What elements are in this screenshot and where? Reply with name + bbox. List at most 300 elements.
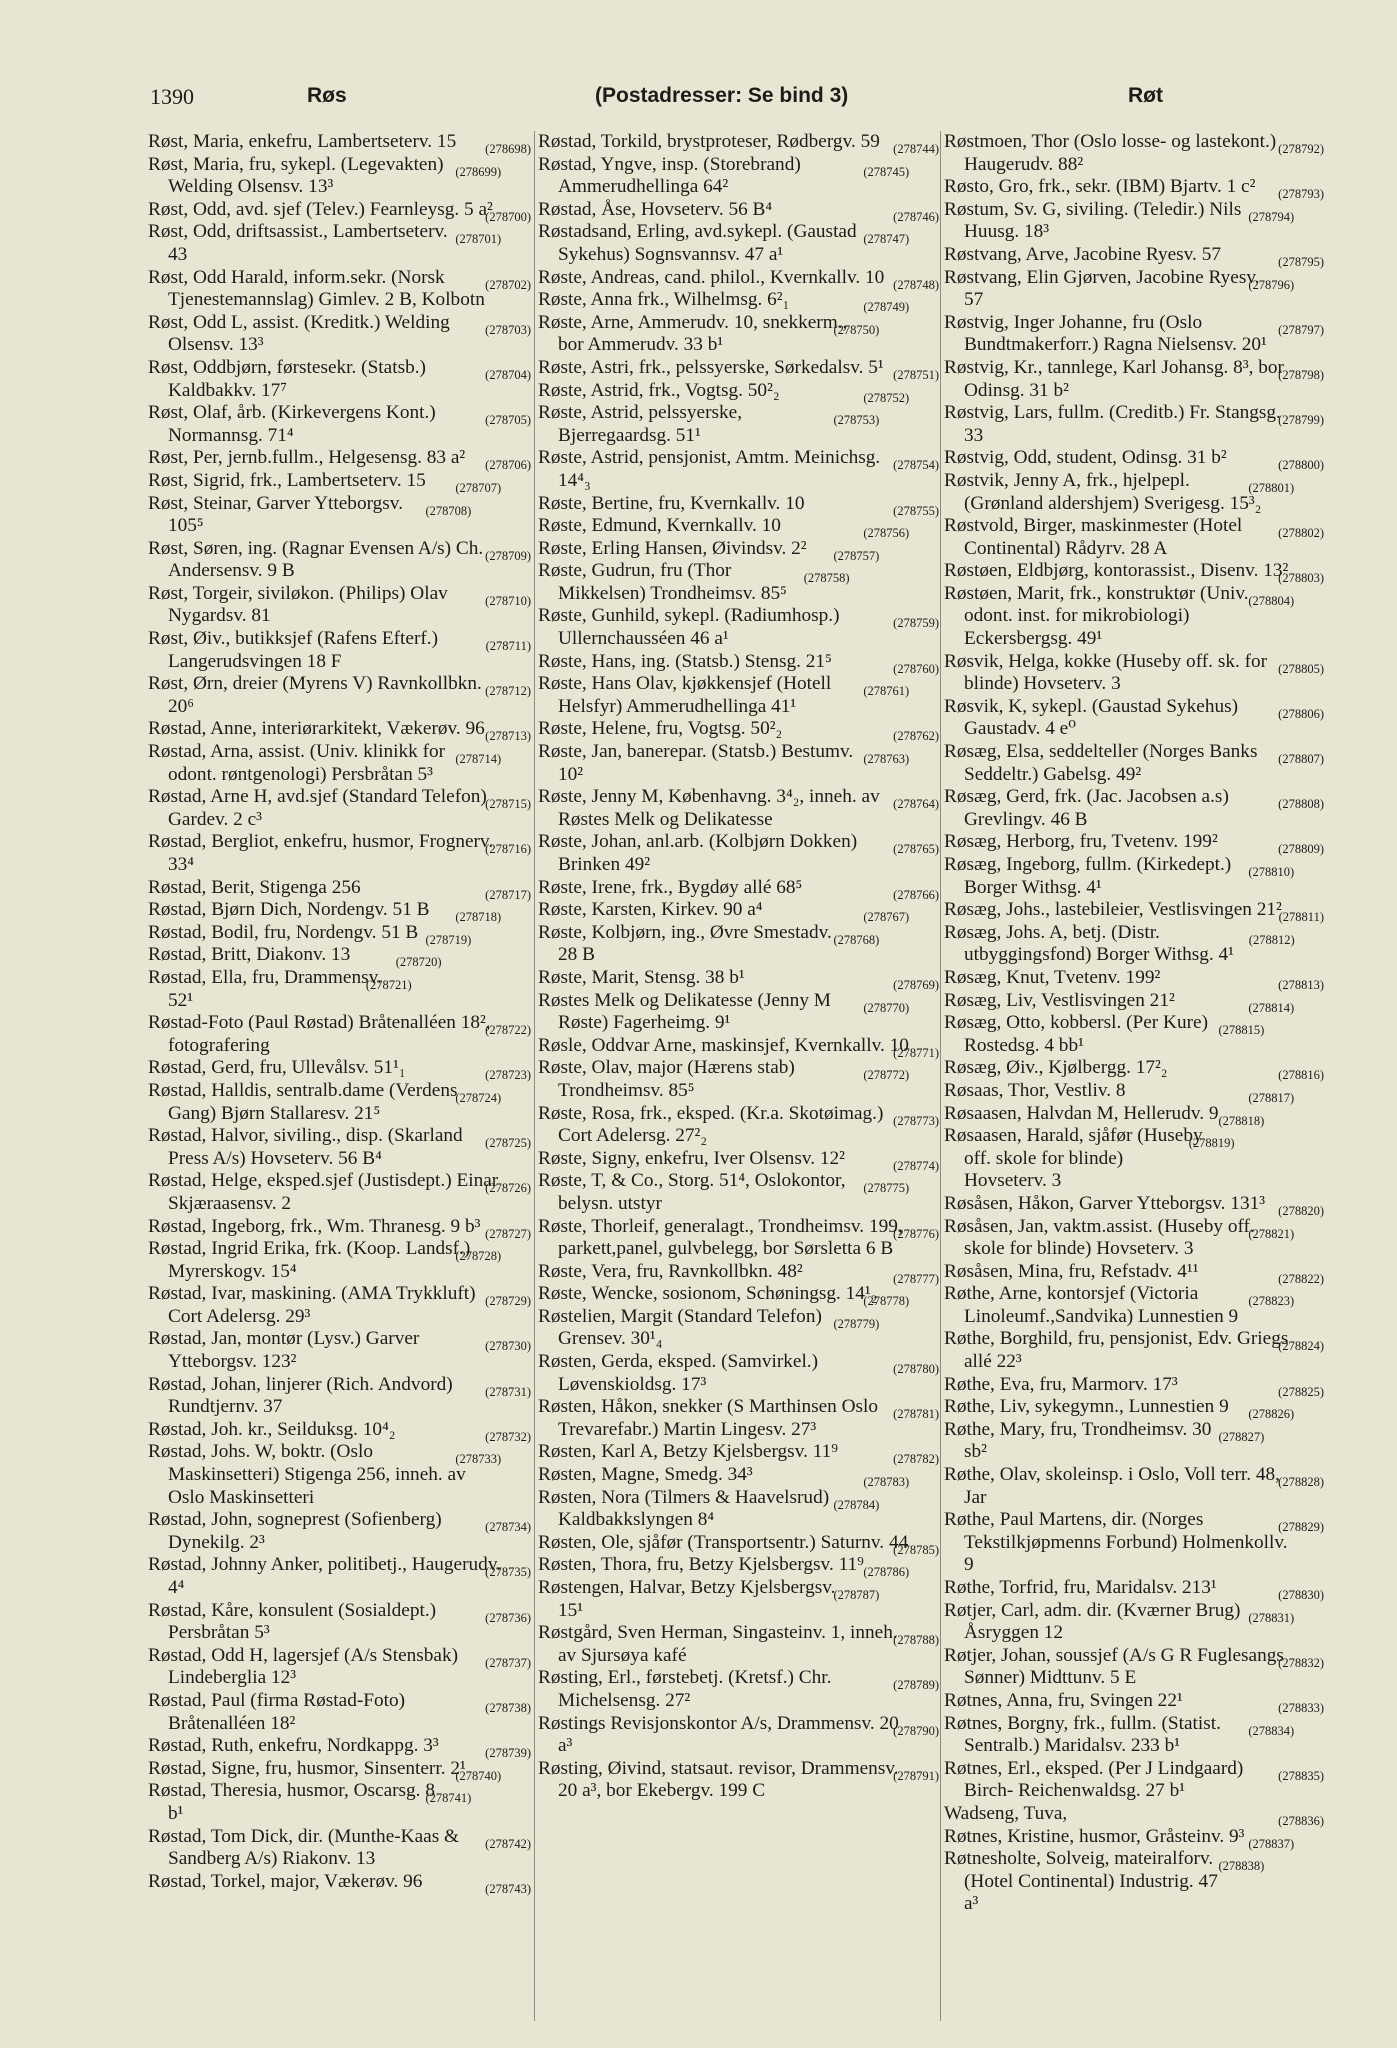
directory-entry bbox=[944, 651, 1324, 696]
entry-text: (278793) Røsto, Gro, frk., sekr. (IBM) Bjartv. 1 c² bbox=[944, 176, 1324, 199]
entry-text: (278743) Røstad, Torkel, major, Vækerøv. 96 bbox=[148, 1871, 531, 1894]
directory-entry bbox=[148, 944, 531, 970]
directory-entry bbox=[538, 1306, 939, 1351]
entry-text: (278737) Røstad, Odd H, lagersjef (A/s Stensbak) Lindeberglia 12³ bbox=[148, 1644, 531, 1689]
phone-number: (278819) bbox=[1188, 1136, 1235, 1151]
phone-number: (278797) bbox=[1278, 322, 1324, 337]
entry-text: (278828) Røthe, Olav, skoleinsp. i Oslo, Voll terr. 48, Jar bbox=[944, 1464, 1324, 1508]
phone-number: (278711) bbox=[485, 639, 531, 654]
phone-number: (278752) bbox=[863, 390, 910, 405]
entry-text: (278701) Røst, Odd, driftsassist., Lambertseterv. 43 bbox=[148, 221, 502, 265]
entry-text: (278732) Røstad, Joh. kr., Seilduksg. 10⁴₂ bbox=[148, 1419, 531, 1442]
phone-number: (278764) bbox=[893, 797, 939, 812]
entry-text: (278750) Røste, Arne, Ammerudv. 10, snekkerm., bor Ammerudv. 33 b¹ bbox=[538, 311, 880, 356]
phone-number: (278714) bbox=[455, 752, 502, 767]
phone-number: (278718) bbox=[455, 910, 502, 925]
directory-entry bbox=[944, 1509, 1324, 1577]
entry-text: (278714) Røstad, Arna, assist. (Univ. klinikk for odont. røntgenologi) Persbråtan 5³ bbox=[148, 741, 502, 785]
phone-number: (278741) bbox=[425, 1791, 472, 1806]
phone-number: (278770) bbox=[863, 1000, 910, 1015]
phone-number: (278836) bbox=[1278, 1813, 1324, 1828]
entry-text: (278804) Røstøen, Marit, frk., konstruktør (Univ. odont. inst. for mikrobiologi) Eckersbergsg. 49¹ bbox=[944, 582, 1295, 650]
entry-text: (278813) Røsæg, Knut, Tvetenv. 199² bbox=[944, 967, 1324, 990]
directory-entry bbox=[944, 1803, 1324, 1826]
directory-entry bbox=[148, 267, 531, 312]
phone-number: (278744) bbox=[893, 142, 939, 156]
directory-entry bbox=[538, 380, 939, 403]
directory-entry bbox=[538, 1261, 939, 1284]
directory-entry bbox=[538, 1532, 939, 1555]
phone-number: (278820) bbox=[1278, 1203, 1324, 1218]
phone-number: (278719) bbox=[425, 932, 472, 947]
entry-text: (278835) Røtnes, Erl., eksped. (Per J Lindgaard) Birch- Reichenwaldsg. 27 b¹ bbox=[944, 1757, 1324, 1802]
entry-text: (278807) Røsæg, Elsa, seddelteller (Norges Banks Seddeltr.) Gabelsg. 49² bbox=[944, 741, 1324, 785]
directory-entry bbox=[944, 854, 1324, 899]
phone-number: (278743) bbox=[485, 1881, 531, 1896]
phone-number: (278832) bbox=[1278, 1655, 1324, 1670]
directory-entry bbox=[148, 1645, 531, 1690]
entry-text: (278749) Røste, Anna frk., Wilhelmsg. 6²₁ bbox=[538, 289, 939, 312]
directory-entry bbox=[944, 1826, 1324, 1849]
entry-text: (278738) Røstad, Paul (firma Røstad-Foto) Bråtenalléen 18² bbox=[148, 1689, 531, 1734]
directory-entry bbox=[148, 1780, 531, 1825]
phone-number: (278758) bbox=[803, 571, 850, 586]
phone-number: (278733) bbox=[455, 1452, 502, 1467]
directory-entry bbox=[148, 199, 531, 222]
entry-text: (278727) Røstad, Ingeborg, frk., Wm. Thranesg. 9 b³ bbox=[148, 1216, 531, 1239]
entry-text: (278806) Røsvik, K, sykepl. (Gaustad Sykehus) Gaustadv. 4 e⁰ bbox=[944, 695, 1324, 740]
entry-text: (278736) Røstad, Kåre, konsulent (Sosialdept.) Persbråtan 5³ bbox=[148, 1599, 531, 1644]
entry-text: (278795) Røstvang, Arve, Jacobine Ryesv. 57 bbox=[944, 244, 1324, 267]
entry-text: (278744) Røstad, Torkild, brystproteser, Rødbergv. 59 bbox=[538, 131, 939, 154]
entry-text: (278708) Røst, Steinar, Garver Ytteborgsv. 105⁵ bbox=[148, 492, 472, 537]
directory-entry bbox=[944, 583, 1324, 651]
entry-text: (278751) Røste, Astri, frk., pelssyerske, Sørkedalsv. 5¹ bbox=[538, 357, 939, 380]
entry-text: (278829) Røthe, Paul Martens, dir. (Norges Tekstilkjøpmenns Forbund) Holmenkollv. 9 bbox=[944, 1509, 1324, 1576]
phone-number: (278759) bbox=[893, 616, 939, 631]
directory-entry bbox=[538, 312, 939, 357]
directory-entry bbox=[148, 1057, 531, 1083]
phone-number: (278838) bbox=[1218, 1859, 1265, 1874]
phone-number: (278724) bbox=[455, 1090, 502, 1105]
entry-text: (278838) Røtnesholte, Solveig, mateiralforv. (Hotel Continental) Industrig. 47 a³ bbox=[944, 1848, 1265, 1915]
phone-number: (278701) bbox=[455, 232, 502, 247]
phone-number: (278732) bbox=[485, 1429, 531, 1444]
phone-number: (278811) bbox=[1278, 910, 1324, 925]
phone-number: (278750) bbox=[833, 322, 880, 337]
page-number: 1390 bbox=[150, 84, 194, 109]
entry-text: (278702) Røst, Odd Harald, inform.sekr. (Norsk Tjenestemannslag) Gimlev. 2 B, Kolbotn bbox=[148, 266, 531, 311]
directory-entry bbox=[944, 1645, 1324, 1690]
directory-entry bbox=[538, 1667, 939, 1712]
entry-text: (278707) Røst, Sigrid, frk., Lambertseterv. 15 bbox=[148, 470, 531, 493]
entry-text: (278805) Røsvik, Helga, kokke (Huseby off. sk. for blinde) Hovseterv. 3 bbox=[944, 650, 1324, 695]
entry-text: (278760) Røste, Hans, ing. (Statsb.) Stensg. 21⁵ bbox=[538, 651, 939, 674]
directory-entry bbox=[538, 1103, 939, 1148]
phone-number: (278734) bbox=[485, 1520, 531, 1535]
entry-text: (278831) Røtjer, Carl, adm. dir. (Kværner Brug) Åsryggen 12 bbox=[944, 1599, 1295, 1644]
phone-number: (278762) bbox=[893, 729, 939, 744]
entry-text: (278740) Røstad, Signe, fru, husmor, Sinsenterr. 2¹ bbox=[148, 1758, 531, 1781]
entry-text: (278704) Røst, Oddbjørn, førstesekr. (Statsb.) Kaldbakkv. 17⁷ bbox=[148, 356, 531, 401]
entry-text: (278762) Røste, Helene, fru, Vogtsg. 50²₂ bbox=[538, 718, 939, 741]
entry-text: (278771) Røsle, Oddvar Arne, maskinsjef, Kvernkallv. 10 bbox=[538, 1035, 939, 1058]
directory-entry bbox=[148, 221, 531, 266]
directory-entry bbox=[538, 154, 939, 199]
directory-entry bbox=[538, 1758, 939, 1803]
entry-text: (278757) Røste, Erling Hansen, Øivindsv. 2² bbox=[538, 538, 939, 561]
phone-number: (278754) bbox=[893, 458, 939, 473]
directory-entry bbox=[944, 1080, 1324, 1103]
directory-entry bbox=[148, 312, 531, 357]
directory-entry bbox=[944, 1193, 1324, 1216]
directory-entry bbox=[538, 1216, 939, 1261]
entry-text: (278801) Røstvik, Jenny A, frk., hjelpepl. (Grønland aldershjem) Sverigesg. 15³₂ bbox=[944, 469, 1295, 514]
entry-text: (278756) Røste, Edmund, Kvernkallv. 10 bbox=[538, 515, 939, 538]
header-center-note: (Postadresser: Se bind 3) bbox=[595, 84, 849, 107]
directory-entry bbox=[148, 1419, 531, 1442]
entry-text: (278816) Røsæg, Øiv., Kjølbergg. 17²₂ bbox=[944, 1057, 1324, 1080]
entry-text: (278789) Røsting, Erl., førstebetj. (Kretsf.) Chr. Michelsensg. 27² bbox=[538, 1667, 939, 1711]
directory-entry bbox=[944, 696, 1324, 741]
entry-text: (278745) Røstad, Yngve, insp. (Storebrand) Ammerudhellinga 64² bbox=[538, 153, 910, 198]
phone-number: (278827) bbox=[1218, 1429, 1265, 1444]
entry-text: (278772) Røste, Olav, major (Hærens stab) Trondheimsv. 85⁵ bbox=[538, 1057, 910, 1101]
entry-text: (278765) Røste, Johan, anl.arb. (Kolbjørn Dokken) Brinken 49² bbox=[538, 831, 939, 875]
directory-entry bbox=[538, 741, 939, 786]
phone-number: (278833) bbox=[1278, 1700, 1324, 1715]
directory-entry bbox=[148, 899, 531, 925]
directory-entry bbox=[148, 1080, 531, 1125]
entry-text: (278746) Røstad, Åse, Hovseterv. 56 B⁴ bbox=[538, 199, 939, 222]
entry-text: (278777) Røste, Vera, fru, Ravnkollbkn. 48² bbox=[538, 1261, 939, 1284]
directory-entry bbox=[148, 1735, 531, 1761]
phone-number: (278757) bbox=[833, 548, 880, 563]
entry-text: (278833) Røtnes, Anna, fru, Svingen 22¹ bbox=[944, 1690, 1324, 1713]
directory-entry bbox=[538, 1283, 939, 1309]
phone-number: (278717) bbox=[485, 887, 531, 902]
directory-entry bbox=[944, 176, 1324, 202]
column-2 bbox=[538, 131, 939, 2021]
phone-number: (278707) bbox=[455, 480, 502, 495]
phone-number: (278801) bbox=[1248, 480, 1295, 495]
phone-number: (278798) bbox=[1278, 367, 1324, 382]
phone-number: (278725) bbox=[485, 1136, 531, 1151]
phone-number: (278753) bbox=[833, 413, 880, 428]
column-1 bbox=[148, 131, 531, 2021]
entry-text: (278766) Røste, Irene, frk., Bygdøy allé 68⁵ bbox=[538, 877, 939, 900]
entry-text: (278792) Røstmoen, Thor (Oslo losse- og lastekont.) Haugerudv. 88² bbox=[944, 131, 1324, 175]
phone-number: (278818) bbox=[1218, 1113, 1265, 1128]
directory-entry bbox=[538, 447, 939, 492]
directory-entry bbox=[148, 1216, 531, 1239]
directory-entry bbox=[148, 1758, 531, 1781]
directory-entry bbox=[944, 244, 1324, 267]
phone-number: (278784) bbox=[833, 1497, 880, 1512]
directory-entry bbox=[148, 470, 531, 493]
directory-entry bbox=[944, 1328, 1324, 1373]
phone-number: (278742) bbox=[485, 1836, 531, 1851]
phone-number: (278746) bbox=[893, 209, 939, 224]
entry-text: (278786) Røsten, Thora, fru, Betzy Kjelsbergsv. 11⁹ bbox=[538, 1554, 939, 1577]
directory-entry bbox=[944, 515, 1324, 560]
entry-text: (278812) Røsæg, Johs. A, betj. (Distr. utbyggingsfond) Borger Withsg. 4¹ bbox=[944, 921, 1295, 966]
directory-entry bbox=[538, 221, 939, 266]
phone-number: (278829) bbox=[1278, 1520, 1324, 1535]
directory-entry bbox=[538, 673, 939, 718]
phone-number: (278708) bbox=[425, 503, 472, 518]
directory-entry bbox=[944, 922, 1324, 967]
entry-text: (278791) Røsting, Øivind, statsaut. revisor, Drammensv. 20 a³, bor Ekebergv. 199 C bbox=[538, 1757, 939, 1802]
phone-number: (278830) bbox=[1278, 1588, 1324, 1602]
phone-number: (278709) bbox=[485, 548, 531, 563]
entry-text: (278814) Røsæg, Liv, Vestlisvingen 21² bbox=[944, 990, 1324, 1013]
directory-entry bbox=[148, 357, 531, 402]
entry-text: (278755) Røste, Bertine, fru, Kvernkallv. 10 bbox=[538, 493, 939, 516]
directory-entry bbox=[538, 1170, 939, 1215]
phone-number: (278748) bbox=[893, 277, 939, 292]
entry-text: (278716) Røstad, Bergliot, enkefru, husmor, Frognerv. 33⁴ bbox=[148, 831, 531, 875]
directory-entry bbox=[944, 1600, 1324, 1645]
directory-entry bbox=[538, 267, 939, 290]
directory-entry bbox=[538, 402, 939, 447]
phone-number: (278703) bbox=[485, 322, 531, 337]
entry-text: (278712) Røst, Ørn, dreier (Myrens V) Ravnkollbkn. 20⁶ bbox=[148, 673, 531, 717]
directory-entry bbox=[148, 402, 531, 447]
phone-number: (278793) bbox=[1278, 187, 1324, 202]
entry-text: (278782) Røsten, Karl A, Betzy Kjelsbergsv. 11⁹ bbox=[538, 1441, 939, 1464]
header-left-keyword: Røs bbox=[307, 84, 347, 107]
directory-entry bbox=[538, 1148, 939, 1171]
phone-number: (278810) bbox=[1248, 865, 1295, 879]
phone-number: (278800) bbox=[1278, 458, 1324, 473]
entry-text: (278820) Røsåsen, Håkon, Garver Ytteborgsv. 131³ bbox=[944, 1193, 1324, 1216]
phone-number: (278745) bbox=[863, 164, 910, 179]
entry-text: (278783) Røsten, Magne, Smedg. 34³ bbox=[538, 1464, 939, 1487]
phone-number: (278771) bbox=[893, 1045, 939, 1060]
phone-number: (278766) bbox=[893, 887, 939, 902]
phone-number: (278710) bbox=[485, 593, 531, 608]
entry-text: (278730) Røstad, Jan, montør (Lysv.) Garver Ytteborgsv. 123² bbox=[148, 1328, 531, 1373]
directory-entry bbox=[944, 967, 1324, 990]
phone-number: (278824) bbox=[1278, 1339, 1324, 1354]
directory-entry bbox=[148, 1871, 531, 1894]
directory-entry bbox=[944, 786, 1324, 831]
directory-entry bbox=[148, 877, 531, 900]
phone-number: (278825) bbox=[1278, 1384, 1324, 1399]
entry-text: (278778) Røste, Wencke, sosionom, Schøningsg. 14¹₂ bbox=[538, 1283, 939, 1306]
entry-text: (278711) Røst, Øiv., butikksjef (Rafens Efterf.) Langerudsvingen 18 F bbox=[148, 628, 531, 672]
phone-number: (278772) bbox=[863, 1068, 910, 1083]
phone-number: (278704) bbox=[485, 367, 531, 382]
entry-text: (278800) Røstvig, Odd, student, Odinsg. 31 b² bbox=[944, 447, 1324, 470]
phone-number: (278812) bbox=[1248, 932, 1295, 947]
directory-entry bbox=[148, 1509, 531, 1554]
phone-number: (278712) bbox=[485, 684, 531, 699]
entry-text: (278773) Røste, Rosa, frk., eksped. (Kr.a. Skotøimag.) Cort Adelersg. 27²₂ bbox=[538, 1102, 939, 1147]
entry-text: (278722) Røstad-Foto (Paul Røstad) Bråtenalléen 18², fotografering bbox=[148, 1012, 531, 1056]
phone-number: (278813) bbox=[1278, 977, 1324, 992]
directory-entry bbox=[944, 1374, 1324, 1397]
directory-entry bbox=[538, 1035, 939, 1058]
phone-number: (278821) bbox=[1248, 1226, 1295, 1241]
phone-number: (278738) bbox=[485, 1700, 531, 1715]
directory-entry bbox=[944, 1690, 1324, 1713]
phone-number: (278755) bbox=[893, 503, 939, 518]
phone-number: (278740) bbox=[455, 1768, 502, 1783]
entry-text: (278825) Røthe, Eva, fru, Marmorv. 17³ bbox=[944, 1374, 1324, 1397]
entry-text: (278823) Røthe, Arne, kontorsjef (Victoria Linoleumf.,Sandvika) Lunnestien 9 bbox=[944, 1283, 1295, 1327]
entry-text: (278811) Røsæg, Johs., lastebileier, Vestlisvingen 21² bbox=[944, 899, 1324, 922]
entry-text: (278729) Røstad, Ivar, maskining. (AMA Trykkluft) Cort Adelersg. 29³ bbox=[148, 1283, 531, 1327]
phone-number: (278760) bbox=[893, 661, 939, 676]
phone-number: (278781) bbox=[893, 1407, 939, 1422]
directory-entry bbox=[538, 1441, 939, 1467]
phone-number: (278765) bbox=[893, 842, 939, 857]
directory-entry bbox=[538, 990, 939, 1035]
directory-entry bbox=[148, 131, 531, 154]
directory-entry bbox=[148, 1012, 531, 1057]
directory-entry bbox=[538, 1396, 939, 1441]
entry-text: (278759) Røste, Gunhild, sykepl. (Radiumhosp.) Ullernchausséen 46 a¹ bbox=[538, 605, 939, 650]
entry-text: (278824) Røthe, Borghild, fru, pensjonist, Edv. Griegs allé 22³ bbox=[944, 1328, 1324, 1373]
entry-text: (278758) Røste, Gudrun, fru (Thor Mikkelsen) Trondheimsv. 85⁵ bbox=[538, 560, 850, 604]
entry-text: (278837) Røtnes, Kristine, husmor, Gråsteinv. 9³ bbox=[944, 1826, 1324, 1849]
directory-entry bbox=[538, 718, 939, 744]
directory-entry bbox=[538, 493, 939, 516]
directory-entry bbox=[944, 312, 1324, 357]
entry-text: (278774) Røste, Signy, enkefru, Iver Olsensv. 12² bbox=[538, 1148, 939, 1171]
entry-text: (278747) Røstadsand, Erling, avd.sykepl. (Gaustad Sykehus) Sognsvannsv. 47 a¹ bbox=[538, 221, 910, 265]
directory-entry bbox=[538, 1554, 939, 1580]
entry-text: (278784) Røsten, Nora (Tilmers & Haavelsrud) Kaldbakkslyngen 8⁴ bbox=[538, 1486, 880, 1531]
directory-entry bbox=[538, 131, 939, 154]
phone-number: (278822) bbox=[1278, 1271, 1324, 1286]
entry-text: (278726) Røstad, Helge, eksped.sjef (Justisdept.) Einar Skjæraasensv. 2 bbox=[148, 1170, 531, 1214]
entry-text: (278796) Røstvang, Elin Gjørven, Jacobine Ryesv. 57 bbox=[944, 266, 1295, 311]
phone-number: (278835) bbox=[1278, 1768, 1324, 1783]
phone-number: (278796) bbox=[1248, 277, 1295, 292]
phone-number: (278730) bbox=[485, 1339, 531, 1354]
entry-text: (278698) Røst, Maria, enkefru, Lambertseterv. 15 bbox=[148, 131, 531, 154]
phone-number: (278726) bbox=[485, 1181, 531, 1196]
phone-number: (278779) bbox=[833, 1316, 880, 1331]
phone-number: (278802) bbox=[1278, 526, 1324, 541]
entry-text: (278748) Røste, Andreas, cand. philol., Kvernkallv. 10 bbox=[538, 267, 939, 290]
phone-number: (278706) bbox=[485, 458, 531, 473]
directory-entry bbox=[944, 741, 1324, 786]
entry-text: (278826) Røthe, Liv, sykegymn., Lunnestien 9 bbox=[944, 1396, 1324, 1419]
entry-text: (278703) Røst, Odd L, assist. (Kreditk.) Welding Olsensv. 13³ bbox=[148, 311, 531, 356]
directory-entry bbox=[148, 1690, 531, 1735]
column-divider bbox=[534, 131, 535, 2021]
phone-number: (278728) bbox=[455, 1249, 502, 1264]
directory-entry bbox=[944, 131, 1324, 176]
directory-entry bbox=[944, 1283, 1324, 1328]
phone-number: (278737) bbox=[485, 1655, 531, 1670]
directory-entry bbox=[538, 877, 939, 900]
entry-text: (278798) Røstvig, Kr., tannlege, Karl Johansg. 8³, bor Odinsg. 31 b² bbox=[944, 356, 1324, 401]
directory-entry bbox=[944, 1261, 1324, 1284]
directory-entry bbox=[148, 1826, 531, 1871]
directory-entry bbox=[148, 583, 531, 628]
entry-text: (278836) Wadseng, Tuva, bbox=[944, 1803, 1324, 1826]
phone-number: (278806) bbox=[1278, 706, 1324, 721]
phone-number: (278735) bbox=[485, 1565, 531, 1580]
entry-text: (278802) Røstvold, Birger, maskinmester (Hotel Continental) Rådyrv. 28 A bbox=[944, 515, 1324, 559]
phone-number: (278788) bbox=[893, 1633, 939, 1648]
directory-entry bbox=[944, 357, 1324, 402]
phone-number: (278721) bbox=[365, 977, 412, 992]
directory-entry bbox=[148, 1600, 531, 1645]
entry-text: (278709) Røst, Søren, ing. (Ragnar Evensen A/s) Ch. Andersensv. 9 B bbox=[148, 537, 531, 582]
entry-text: (278699) Røst, Maria, fru, sykepl. (Legevakten) Welding Olsensv. 13³ bbox=[148, 153, 502, 198]
phone-number: (278805) bbox=[1278, 661, 1324, 676]
directory-entry bbox=[148, 718, 531, 744]
phone-number: (278785) bbox=[893, 1542, 939, 1557]
directory-entry bbox=[944, 1125, 1324, 1193]
directory-entry bbox=[944, 899, 1324, 925]
phone-number: (278837) bbox=[1248, 1836, 1295, 1851]
directory-entry bbox=[538, 1622, 939, 1667]
directory-entry bbox=[148, 1283, 531, 1328]
phone-number: (278773) bbox=[893, 1113, 939, 1128]
entry-text: (278720) Røstad, Britt, Diakonv. 13 bbox=[148, 944, 531, 967]
phone-number: (278814) bbox=[1248, 1000, 1295, 1015]
entry-text: (278803) Røstøen, Eldbjørg, kontorassist., Disenv. 13² bbox=[944, 560, 1324, 583]
directory-entry bbox=[944, 470, 1324, 515]
phone-number: (278731) bbox=[485, 1384, 531, 1399]
phone-number: (278716) bbox=[485, 842, 531, 857]
entry-text: (278764) Røste, Jenny M, Københavng. 3⁴₂, inneh. av Røstes Melk og Delikatesse bbox=[538, 786, 939, 830]
phone-number: (278778) bbox=[863, 1294, 910, 1309]
phone-number: (278792) bbox=[1278, 142, 1324, 156]
entry-text: (278770) Røstes Melk og Delikatesse (Jenny M Røste) Fagerheimg. 9¹ bbox=[538, 989, 910, 1034]
phone-number: (278807) bbox=[1278, 752, 1324, 767]
entry-text: (278719) Røstad, Bodil, fru, Nordengv. 51 B bbox=[148, 922, 531, 945]
phone-number: (278804) bbox=[1248, 593, 1295, 608]
entry-text: (278787) Røstengen, Halvar, Betzy Kjelsbergsv. 15¹ bbox=[538, 1577, 880, 1621]
entry-text: (278821) Røsåsen, Jan, vaktm.assist. (Huseby off. skole for blinde) Hovseterv. 3 bbox=[944, 1215, 1295, 1260]
directory-entry bbox=[944, 1577, 1324, 1600]
phone-number: (278751) bbox=[893, 367, 939, 382]
phone-number: (278823) bbox=[1248, 1294, 1295, 1309]
phone-number: (278723) bbox=[485, 1068, 531, 1083]
directory-entry bbox=[944, 831, 1324, 857]
phone-number: (278727) bbox=[485, 1226, 531, 1241]
directory-entry bbox=[538, 289, 939, 315]
entry-text: (278819) Røsaasen, Harald, sjåfør (Huseby off. skole for blinde) Hovseterv. 3 bbox=[944, 1125, 1235, 1192]
directory-entry bbox=[538, 831, 939, 876]
entry-text: (278713) Røstad, Anne, interiørarkitekt, Vækerøv. 96 bbox=[148, 718, 531, 741]
phone-number: (278705) bbox=[485, 413, 531, 428]
directory-entry bbox=[538, 967, 939, 990]
directory-entry bbox=[538, 651, 939, 674]
phone-number: (278787) bbox=[833, 1588, 880, 1602]
phone-number: (278780) bbox=[893, 1362, 939, 1377]
directory-entry bbox=[538, 786, 939, 831]
phone-number: (278720) bbox=[395, 955, 442, 970]
entry-text: (278741) Røstad, Theresia, husmor, Oscarsg. 8 b¹ bbox=[148, 1780, 472, 1824]
entry-text: (278753) Røste, Astrid, pelssyerske, Bjerregaardsg. 51¹ bbox=[538, 402, 880, 446]
phone-number: (278698) bbox=[485, 142, 531, 156]
entry-text: (278822) Røsåsen, Mina, fru, Refstadv. 4¹¹ bbox=[944, 1261, 1324, 1284]
directory-entry bbox=[148, 1125, 531, 1170]
directory-entry bbox=[148, 628, 531, 673]
entry-text: (278718) Røstad, Bjørn Dich, Nordengv. 51 B bbox=[148, 899, 531, 922]
entry-text: (278775) Røste, T, & Co., Storg. 51⁴, Oslokontor, belysn. utstyr bbox=[538, 1170, 910, 1214]
entry-text: (278781) Røsten, Håkon, snekker (S Marthinsen Oslo Trevarefabr.) Martin Lingesv. 27³ bbox=[538, 1396, 939, 1440]
